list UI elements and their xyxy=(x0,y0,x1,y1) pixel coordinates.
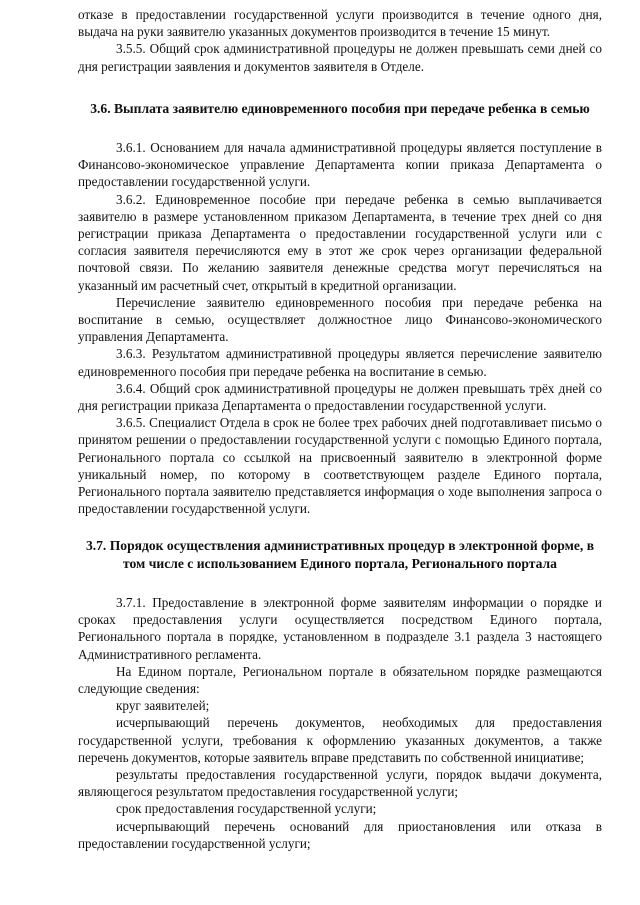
list-item-applicants: круг заявителей; xyxy=(116,698,210,714)
list-item-term: срок предоставления государственной услуги; xyxy=(116,801,377,817)
intro-paragraph-2: 3.5.5. Общий срок административной процедуры не должен превышать семи дней со дня регистрации заявления и документов заявителя в Отделе. xyxy=(78,41,602,74)
intro-paragraph-1: отказе в предоставлении государственной услуги производится в течение одного дня, выдача на руки заявителю указанных документов производится в течение 15 минут. xyxy=(78,7,602,40)
paragraph-transfer: Перечисление заявителю единовременного пособия при передаче ребенка на воспитание в семью, осуществляет должностное лицо Финансово-экономического управления Департамента. xyxy=(78,294,602,345)
section-3-7-heading xyxy=(78,537,602,571)
paragraph-3-6-3: 3.6.3. Результатом административной процедуры является перечисление заявителю единовременного пособия при передаче ребенка на воспитание в семью. xyxy=(78,346,602,379)
paragraph-3-6-1: 3.6.1. Основанием для начала административной процедуры является поступление в Финансово-экономическое управление Департамента копии приказа Департамента о предоставлении государственной услуги. xyxy=(78,140,602,190)
paragraph-3-6-5: 3.6.5. Специалист Отдела в срок не более трех рабочих дней подготавливает письмо о принятом решении о предоставлении государственной услуги с помощью Единого портала, Регионального портала со ссылкой на присвоенный заявителю в электронной форме уникальный номер, по которому в соответствующем разделе Единого портала, Регионального портала заявителю представляется информация о ходе выполнения запроса о предоставлении государственной услуги. xyxy=(78,415,602,517)
paragraph-3-6-2: 3.6.2. Единовременное пособие при передаче ребенка в семью выплачивается заявителю в размере установленном приказом Департамента, в течение трех дней со дня регистрации приказа Департамента о предоставлении государственной услуги или с согласия заявителя перечисляются ему в этот же срок через организации федеральной почтовой связи. По желанию заявителя денежные средства могут перечисляться на указанный им расчетный счет, открытый в кредитной организации. xyxy=(78,191,602,293)
paragraph-3-7-1: 3.7.1. Предоставление в электронной форме заявителям информации о порядке и сроках предоставления услуги осуществляется посредством Единого портала, Регионального портала в порядке, установленном в подразделе 3.1 раздела 3 настоящего Административного регламента. xyxy=(78,594,602,662)
section-3-7-heading-line-1: 3.7. Порядок осуществления административных процедур в электронной форме, в xyxy=(85,538,595,554)
list-item-documents: исчерпывающий перечень документов, необходимых для предоставления государственной услуги, требования к оформлению указанных документов, а также перечень документов, которые заявитель вправе представить по собственной инициативе; xyxy=(78,715,602,765)
paragraph-portal-info: На Едином портале, Региональном портале в обязательном порядке размещаются следующие сведения: xyxy=(78,663,602,696)
paragraph-3-6-4: 3.6.4. Общий срок административной процедуры не должен превышать трёх дней со дня регистрации приказа Департамента о предоставлении государственной услуги. xyxy=(78,380,602,414)
section-3-6-heading: 3.6. Выплата заявителю единовременного пособия при передаче ребенка в семью xyxy=(90,100,590,116)
list-item-results: результаты предоставления государственной услуги, порядок выдачи документа, являющегося результатом предоставления государственной услуги; xyxy=(78,766,602,800)
section-3-7-heading-line-2: том числе с использованием Единого портала, Регионального портала xyxy=(123,555,557,571)
list-item-grounds: исчерпывающий перечень оснований для приостановления или отказа в предоставлении государственной услуги; xyxy=(78,818,602,851)
